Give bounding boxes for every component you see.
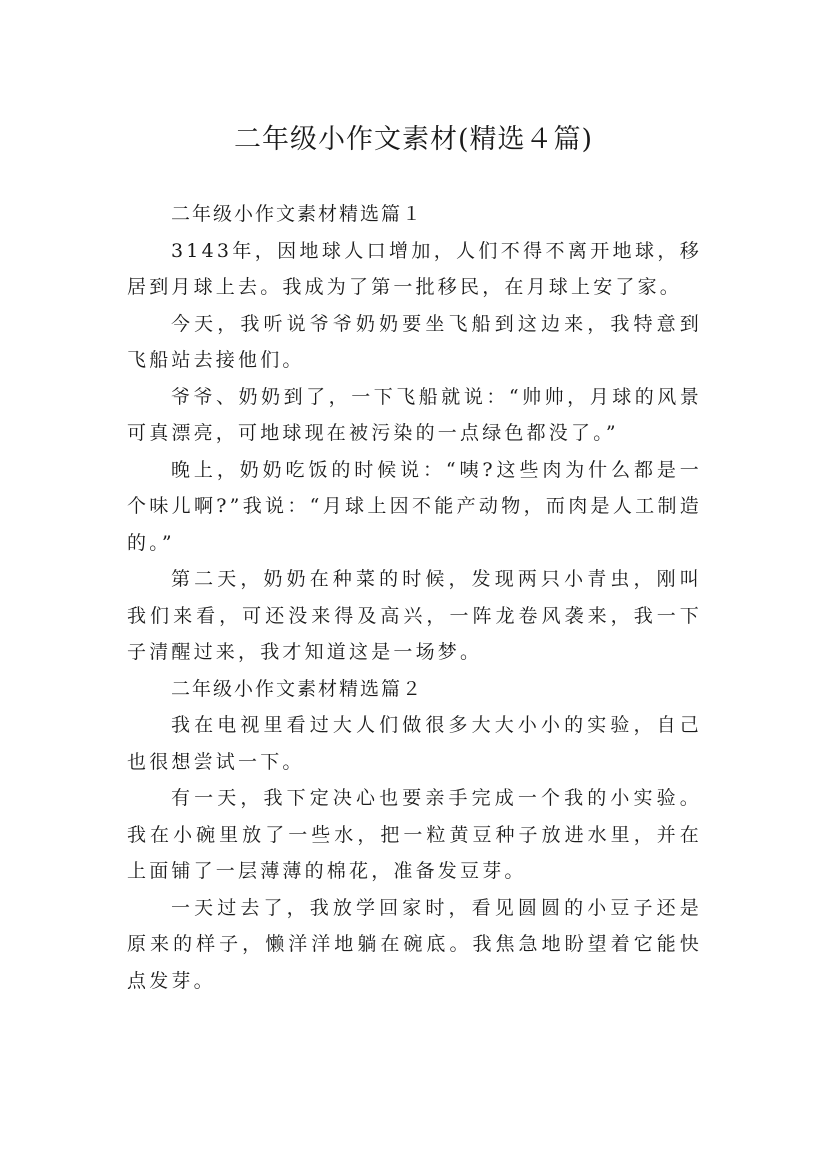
paragraph: 有一天，我下定决心也要亲手完成一个我的小实验。我在小碗里放了一些水，把一粒黄豆种子放进水里，并在上面铺了一层薄薄的棉花，准备发豆芽。: [127, 787, 702, 882]
paragraph: 爷爷、奶奶到了，一下飞船就说：“帅帅，月球的风景可真漂亮，可地球现在被污染的一点绿色都没了。”: [127, 385, 702, 444]
paragraph: 我在电视里看过大人们做很多大大小小的实验，自己也很想尝试一下。: [127, 714, 702, 773]
section-heading-2: 二年级小作文素材精选篇２: [171, 677, 424, 700]
section-heading-1: 二年级小作文素材精选篇１: [171, 203, 424, 225]
paragraph: 3143年，因地球人口增加，人们不得不离开地球，移居到月球上去。我成为了第一批移民，在月球上安了家。: [127, 239, 702, 298]
paragraph: 今天，我听说爷爷奶奶要坐飞船到这边来，我特意到飞船站去接他们。: [127, 312, 702, 371]
paragraph: 一天过去了，我放学回家时，看见圆圆的小豆子还是原来的样子，懒洋洋地躺在碗底。我焦急地盼望着它能快点发芽。: [127, 896, 702, 992]
document-body: [127, 196, 702, 999]
document-title: 二年级小作文素材(精选４篇): [233, 124, 594, 156]
paragraph: 第二天，奶奶在种菜的时候，发现两只小青虫，刚叫我们来看，可还没来得及高兴，一阵龙卷风袭来，我一下子清醒过来，我才知道这是一场梦。: [127, 568, 702, 663]
paragraph: 晚上，奶奶吃饭的时候说：“咦?这些肉为什么都是一个味儿啊?”我说：“月球上因不能产动物，而肉是人工制造的。”: [127, 458, 702, 554]
